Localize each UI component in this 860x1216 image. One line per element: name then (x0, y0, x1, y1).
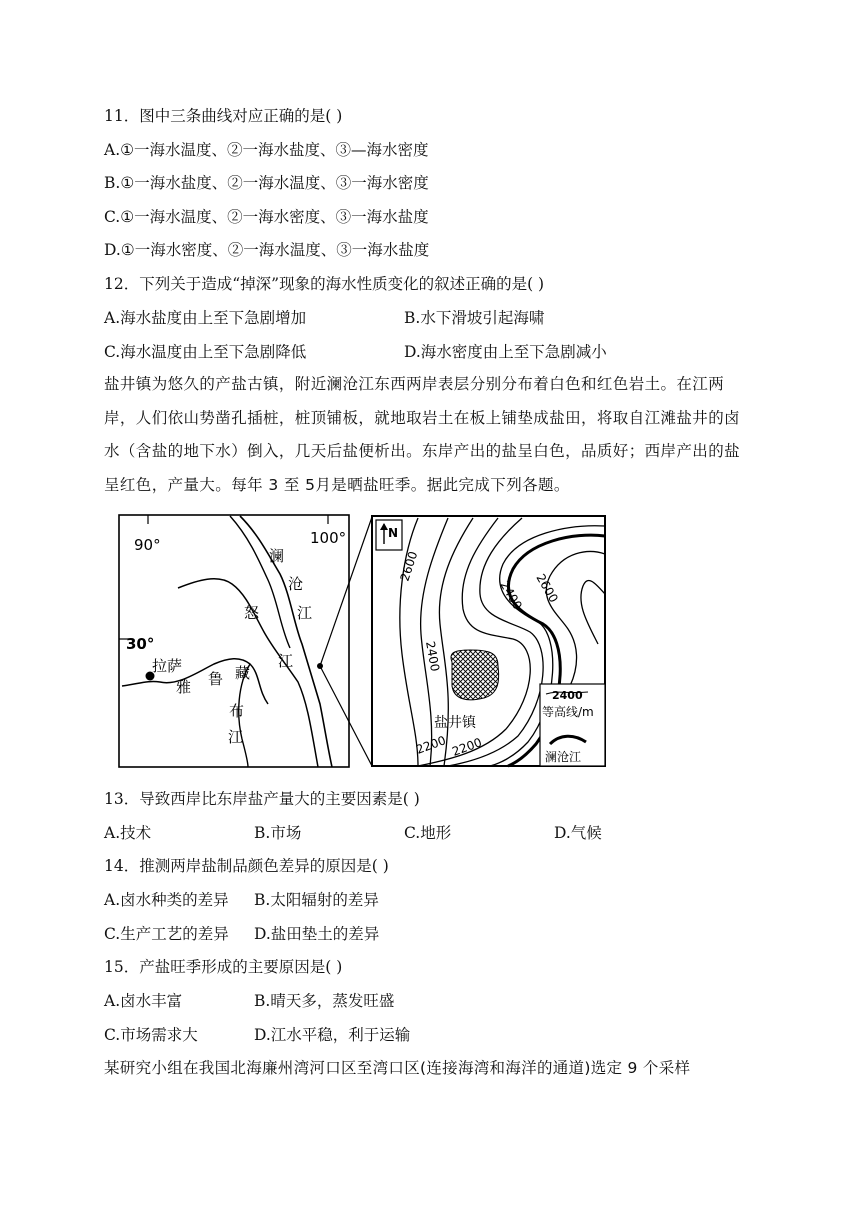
q15-option-d: D.江水平稳，利于运输 (254, 1026, 411, 1044)
q13-option-c: C.地形 (404, 824, 452, 842)
map-figure (118, 514, 606, 770)
q12-option-c: C.海水温度由上至下急剧降低 (104, 343, 307, 361)
q13-option-d: D.气候 (554, 824, 602, 842)
q13-option-a: A.技术 (104, 824, 152, 842)
q14-stem: 14．推测两岸盐制品颜色差异的原因是( ) (104, 857, 389, 875)
lancang-label-1: 澜 (269, 547, 285, 565)
nu-label-1: 怒 (244, 604, 260, 622)
salt-field-area (451, 650, 499, 700)
q14-option-a: A.卤水种类的差异 (104, 891, 229, 909)
yarlung-label-3: 藏 (235, 664, 251, 682)
contour-label-2400-west: 2400 (423, 640, 443, 673)
q12-option-d: D.海水密度由上至下急剧减小 (404, 343, 607, 361)
q12-stem: 12．下列关于造成“掉深”现象的海水性质变化的叙述正确的是( ) (104, 275, 545, 293)
q11-option-b: B.①一海水盐度、②一海水温度、③一海水密度 (104, 174, 429, 192)
city-lhasa-label: 拉萨 (152, 657, 183, 675)
yarlung-label-4: 布 (229, 702, 245, 720)
yarlung-label-5: 江 (228, 728, 244, 746)
lancang-label-3: 江 (297, 604, 313, 622)
contour-label-2600-west: 2600 (397, 549, 421, 583)
q14-option-b: B.太阳辐射的差异 (254, 891, 379, 909)
legend-river-label: 澜沧江 (545, 750, 582, 764)
lon-100-label: 100° (310, 529, 347, 547)
nu-label-2: 江 (278, 652, 294, 670)
q14-option-d: D.盐田垫土的差异 (254, 925, 380, 943)
yarlung-label-1: 雅 (176, 678, 192, 696)
contour-label-2200-b: 2200 (450, 735, 484, 759)
contour-label-2200-a: 2200 (414, 733, 448, 757)
q11-option-d: D.①一海水密度、②一海水温度、③一海水盐度 (104, 241, 430, 259)
legend-contour-label: 等高线/m (542, 705, 594, 719)
legend-contour-value: 2400 (552, 689, 583, 702)
q15-option-c: C.市场需求大 (104, 1026, 198, 1044)
q14-option-c: C.生产工艺的差异 (104, 925, 229, 943)
q11-option-a: A.①一海水温度、②一海水盐度、③—海水密度 (104, 141, 429, 159)
q15-stem: 15．产盐旺季形成的主要原因是( ) (104, 958, 343, 976)
next-passage-start: 某研究小组在我国北海廉州湾河口区至湾口区(连接海湾和海洋的通道)选定 9 个采样 (104, 1059, 691, 1077)
q11-stem: 11．图中三条曲线对应正确的是( ) (104, 107, 343, 125)
q15-option-a: A.卤水丰富 (104, 992, 183, 1010)
passage-text: 盐井镇为悠久的产盐古镇，附近澜沧江东西两岸表层分别分布着白色和红色岩土。在江两岸，人们依山势凿孔插桩，桩顶铺板，就地取岩土在板上铺垫成盐田，将取自江滩盐井的卤水（含盐的地下水）倒入，几天后盐便析出。东岸产出的盐呈白色，品质好；西岸产出的盐呈红色，产量大。每年 3 至 5月是晒盐旺季。据此完成下列各题。 (104, 375, 741, 494)
q13-stem: 13．导致西岸比东岸盐产量大的主要因素是( ) (104, 790, 420, 808)
contour-label-2600-east: 2600 (533, 571, 561, 605)
lat-30-label: 30° (126, 635, 155, 653)
zoom-line-bottom (320, 666, 372, 766)
q11-option-c: C.①一海水温度、②一海水密度、③一海水盐度 (104, 208, 429, 226)
lon-90-label: 90° (134, 536, 161, 554)
q15-option-b: B.晴天多，蒸发旺盛 (254, 992, 395, 1010)
q12-option-b: B.水下滑坡引起海啸 (404, 309, 545, 327)
yarlung-label-2: 鲁 (208, 670, 224, 688)
contour-label-2400-east: 2400 (497, 578, 525, 612)
lancang-label-2: 沧 (288, 575, 304, 593)
q13-option-b: B.市场 (254, 824, 302, 842)
town-yanjing-label: 盐井镇 (434, 715, 476, 731)
lancang-river-line (240, 516, 332, 767)
north-label: N (388, 526, 399, 540)
q12-option-a: A.海水盐度由上至下急剧增加 (104, 309, 307, 327)
